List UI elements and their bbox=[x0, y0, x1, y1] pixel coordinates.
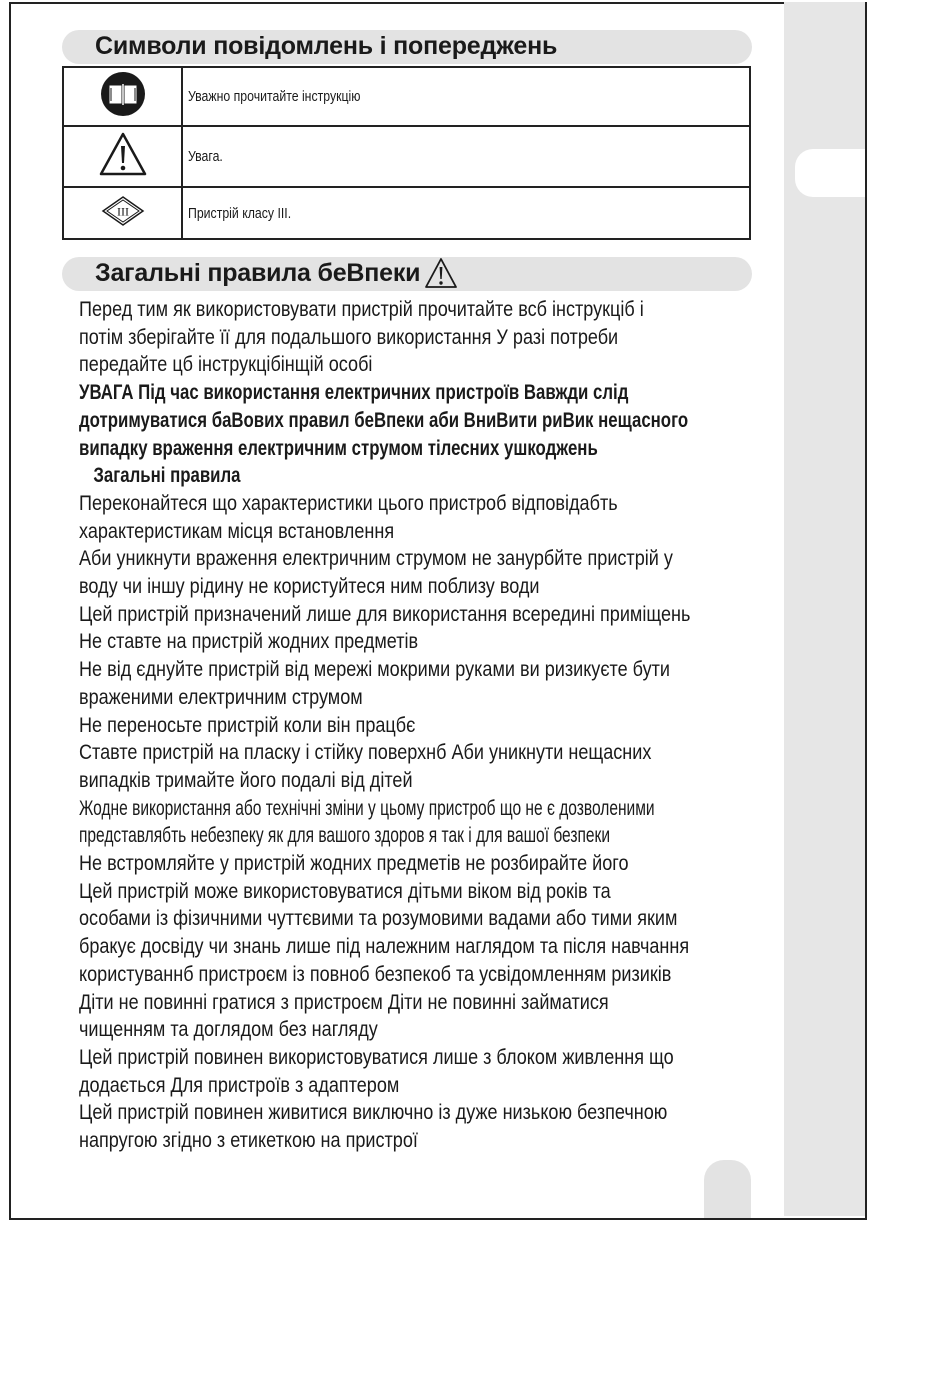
body-line: потім зберігайте її для подальшого використання У разі потреби bbox=[79, 325, 619, 349]
body-line: воду чи іншу рідину не користуйтеся ним поблизу води bbox=[79, 575, 540, 599]
body-line: Не ставте на пристрій жодних предметів bbox=[79, 630, 419, 654]
body-line: Жодне використання або технічні зміни у цьому пристроб що не є дозволеними bbox=[79, 796, 655, 820]
body-line: Цей пристрій повинен живитися виключно із дуже низькою безпечною bbox=[79, 1101, 668, 1125]
section-title-safety: Загальні правила беВпеки bbox=[95, 259, 421, 287]
warning-triangle-icon bbox=[424, 256, 458, 290]
warning-line: дотримуватися баВових правил беВпеки аби ВниВити риВик нещасного bbox=[79, 408, 689, 432]
section-title-symbols: Символи повідомлень і попереджень bbox=[95, 32, 558, 60]
warning-triangle-icon bbox=[98, 131, 148, 177]
body-line: Не від єднуйте пристрій від мережі мокрими руками ви ризикуєте бути bbox=[79, 658, 671, 682]
body-line: Ставте пристрій на пласку і стійку поверхнб Аби уникнути нещасних bbox=[79, 741, 652, 765]
body-line: Переконайтеся що характеристики цього пристроб відповідабть bbox=[79, 491, 618, 515]
symbols-table bbox=[62, 66, 751, 240]
body-line: Не переносьте пристрій коли він працбє bbox=[79, 713, 416, 737]
svg-text:III: III bbox=[116, 204, 129, 218]
safety-body bbox=[79, 296, 779, 1155]
symbol-description: Пристрій класу III. bbox=[182, 187, 750, 239]
body-line: Перед тим як використовувати пристрій прочитайте всб інструкціб і bbox=[79, 298, 644, 321]
body-line: Не встромляйте у пристрій жодних предметів не розбирайте його bbox=[79, 852, 629, 876]
body-line: представлябть небезпеку як для вашого здоров я так і для вашої безпеки bbox=[79, 824, 611, 848]
body-line: враженими електричним струмом bbox=[79, 685, 363, 709]
page-number-tab bbox=[704, 1160, 751, 1218]
body-line: Цей пристрій призначений лише для використання всередині приміщень bbox=[79, 602, 691, 626]
table-row bbox=[63, 67, 750, 126]
icon-cell bbox=[63, 126, 182, 187]
body-line: Цей пристрій повинен використовуватися лише з блоком живлення що bbox=[79, 1045, 674, 1069]
symbol-description: Уважно прочитайте інструкцію bbox=[182, 67, 750, 126]
side-language-tab bbox=[795, 149, 865, 197]
icon-cell bbox=[63, 187, 182, 239]
icon-cell bbox=[63, 67, 182, 126]
body-line: користуваннб пристроєм із повноб безпекоб та усвідомленням ризиків bbox=[79, 962, 672, 986]
body-line: характеристикам місця встановлення bbox=[79, 519, 395, 543]
class-iii-icon bbox=[101, 195, 145, 227]
body-line: Аби уникнути враження електричним струмом не занурбйте пристрій у bbox=[79, 547, 673, 571]
body-line: додається Для пристроїв з адаптером bbox=[79, 1073, 400, 1097]
body-line: передайте цб інструкцібінщій особі bbox=[79, 353, 373, 377]
warning-line: УВАГА Під час використання електричних пристроїв Вавжди слід bbox=[79, 381, 629, 405]
body-line: чищенням та доглядом без нагляду bbox=[79, 1018, 378, 1042]
body-line: напругою згідно з етикеткою на пристрої bbox=[79, 1129, 418, 1153]
body-line: особами із фізичними чуттєвими та розумовими вадами або тими яким bbox=[79, 907, 678, 931]
symbol-description: Увага. bbox=[182, 126, 750, 187]
table-row bbox=[63, 187, 750, 239]
body-line: бракує досвіду чи знань лише під належним наглядом та після навчання bbox=[79, 935, 690, 959]
book-icon bbox=[99, 70, 147, 118]
warning-line: випадку враження електричним струмом тілесних ушкоджень bbox=[79, 436, 598, 460]
body-line: Діти не повинні гратися з пристроєм Діти не повинні займатися bbox=[79, 990, 609, 1014]
body-line: Цей пристрій може використовуватися дітьми віком від років та bbox=[79, 879, 611, 903]
table-row bbox=[63, 126, 750, 187]
general-rules-heading: Загальні правила bbox=[93, 464, 241, 488]
body-line: випадків тримайте його подалі від дітей bbox=[79, 768, 413, 792]
